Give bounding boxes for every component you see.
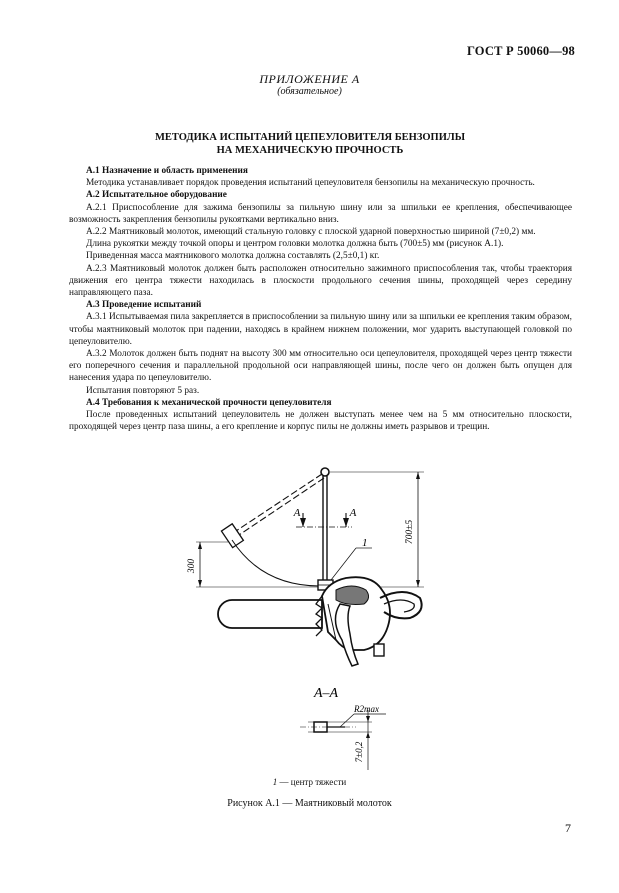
figure-caption: Рисунок А.1 — Маятниковый молоток: [227, 798, 392, 809]
dimension-700-label: 700±5: [405, 519, 415, 545]
document-title-line2: НА МЕХАНИЧЕСКУЮ ПРОЧНОСТЬ: [216, 145, 404, 156]
appendix-title: ПРИЛОЖЕНИЕ А: [259, 72, 360, 86]
guide-bar: [218, 600, 322, 628]
paragraph-a2-2: А.2.2 Маятниковый молоток, имеющий стальную головку с плоской ударной поверхностью шириной (7±0,2) мм.: [86, 227, 536, 238]
pivot-point: [321, 468, 329, 476]
section-heading-a4: А.4 Требования к механической прочности цепеуловителя: [86, 397, 332, 408]
standard-header: ГОСТ Р 50060—98: [466, 44, 575, 58]
hammer-handle-raised: [236, 474, 322, 531]
document-title-line1: МЕТОДИКА ИСПЫТАНИЙ ЦЕПЕУЛОВИТЕЛЯ БЕНЗОПИЛЫ: [154, 132, 466, 143]
hammer-head-raised: [221, 524, 243, 548]
section-mark-right: А: [349, 507, 357, 519]
paragraph-a3-2: А.3.2 Молоток должен быть поднят на высоту 300 мм относительно оси цепеуловителя, проходящей через центр тяжести его поперечного сечения и параллельной продольной оси направляющей шины, после чего он должен быть опущен для нанесения удара по цепеуловителю.: [69, 349, 572, 384]
width-label: 7±0,2: [354, 741, 364, 763]
swing-trajectory: [232, 540, 320, 586]
paragraph-a1: Методика устанавливает порядок проведения испытаний цепеуловителя бензопилы на механическую прочность.: [86, 178, 535, 189]
section-heading-a2: А.2 Испытательное оборудование: [86, 190, 227, 201]
figure-legend: [0, 777, 619, 787]
paragraph-a2-3: А.2.3 Маятниковый молоток должен быть расположен относительно зажимного приспособления так, чтобы траектория движения его центра тяжести находилась в плоскости продольного сечения шины, проходящей через середину направляющего паза.: [69, 263, 572, 299]
page-number: 7: [565, 821, 571, 835]
section-heading-a3: А.3 Проведение испытаний: [86, 300, 202, 311]
chain-catcher: [336, 586, 369, 605]
paragraph-a4: После проведенных испытаний цепеуловитель не должен выступать менее чем на 5 мм относительно плоскости, проходящей через центр паза шины, а его крепление и корпус пилы не должны иметь разрывов и трещин.: [69, 410, 572, 433]
paragraph-a2-2c: Приведенная масса маятникового молотка должна составлять (2,5±0,1) кг.: [86, 251, 380, 262]
paragraph-a2-1: А.2.1 Приспособление для зажима бензопилы за пильную шину или за шпильки ее крепления, обеспечивающее возможность закрепления бензопилы рукоятками вертикально вниз.: [69, 202, 572, 225]
appendix-subtitle: (обязательное): [277, 86, 342, 97]
callout-number: 1: [362, 537, 368, 549]
legend-text: — центр тяжести: [277, 777, 347, 787]
paragraph-a3-2b: Испытания повторяют 5 раз.: [86, 385, 200, 396]
paragraph-a3-1: А.3.1 Испытываемая пила закрепляется в приспособлении за пильную шину или за шпильки ее крепления таким образом, чтобы маятниковый молоток при падении, находясь в крайнем нижнем положении, мог ударить выступающей головкой по цепеуловителю.: [69, 312, 572, 347]
dimension-300-label: 300: [187, 558, 197, 574]
paragraph-a2-2b: Длина рукоятки между точкой опоры и центром головки молотка должна быть (700±5) мм (рисунок А.1).: [86, 239, 504, 250]
legend-number: 1: [272, 777, 278, 787]
callout-leader: [331, 548, 356, 580]
section-label: А–А: [313, 686, 339, 701]
section-heading-a1: А.1 Назначение и область применения: [86, 166, 248, 176]
radius-label: R2max: [354, 704, 379, 714]
body-foot: [374, 644, 384, 656]
section-mark-left: А: [293, 507, 301, 519]
